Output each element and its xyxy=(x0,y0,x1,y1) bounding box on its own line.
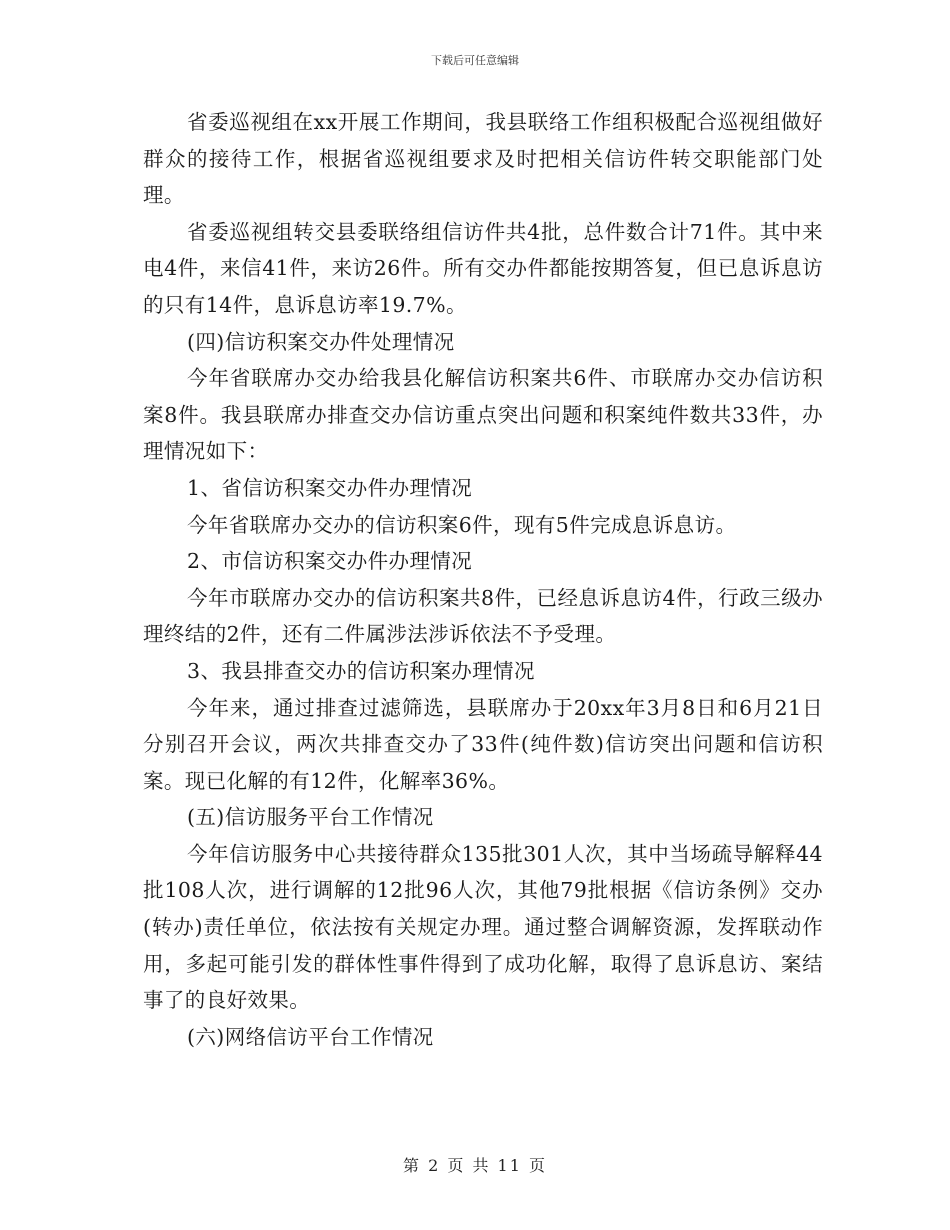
section-heading-4: (四)信访积案交办件处理情况 xyxy=(187,329,455,354)
document-body xyxy=(143,104,823,1055)
subheading-2: 2、市信访积案交办件办理情况 xyxy=(187,549,473,574)
paragraph-4: 今年省联席办交办的信访积案6件，现有5件完成息诉息访。 xyxy=(187,512,737,537)
section-heading-6: (六)网络信访平台工作情况 xyxy=(187,1024,434,1049)
paragraph-1: 省委巡视组在xx开展工作期间，我县联络工作组积极配合巡视组做好群众的接待工作，根据省巡视组要求及时把相关信访件转交职能部门处理。 xyxy=(143,110,823,208)
paragraph-6: 今年来，通过排查过滤筛选，县联席办于20xx年3月8日和6月21日分别召开会议，两次共排查交办了33件(纯件数)信访突出问题和信访积案。现已化解的有12件，化解率36%。 xyxy=(143,695,823,793)
paragraph-2: 省委巡视组转交县委联络组信访件共4批，总件数合计71件。其中来电4件，来信41件，来访26件。所有交办件都能按期答复，但已息诉息访的只有14件，息诉息访率19.7%。 xyxy=(143,219,823,317)
paragraph-3: 今年省联席办交办给我县化解信访积案共6件、市联席办交办信访积案8件。我县联席办排查交办信访重点突出问题和积案纯件数共33件，办理情况如下： xyxy=(143,366,823,464)
paragraph-7: 今年信访服务中心共接待群众135批301人次，其中当场疏导解释44批108人次，进行调解的12批96人次，其他79批根据《信访条例》交办(转办)责任单位，依法按有关规定办理。通过整合调解资源，发挥联动作用，多起可能引发的群体性事件得到了成功化解，取得了息诉息访、案结事了的良好效果。 xyxy=(143,841,823,1013)
page-number-footer: 第 2 页 共 11 页 xyxy=(403,1156,547,1175)
subheading-1: 1、省信访积案交办件办理情况 xyxy=(187,475,473,500)
page-header: 下载后可任意编辑 xyxy=(431,54,519,67)
section-heading-5: (五)信访服务平台工作情况 xyxy=(187,805,434,830)
paragraph-5: 今年市联席办交办的信访积案共8件，已经息诉息访4件，行政三级办理终结的2件，还有二件属涉法涉诉依法不予受理。 xyxy=(143,585,823,647)
subheading-3: 3、我县排查交办的信访积案办理情况 xyxy=(187,658,535,683)
